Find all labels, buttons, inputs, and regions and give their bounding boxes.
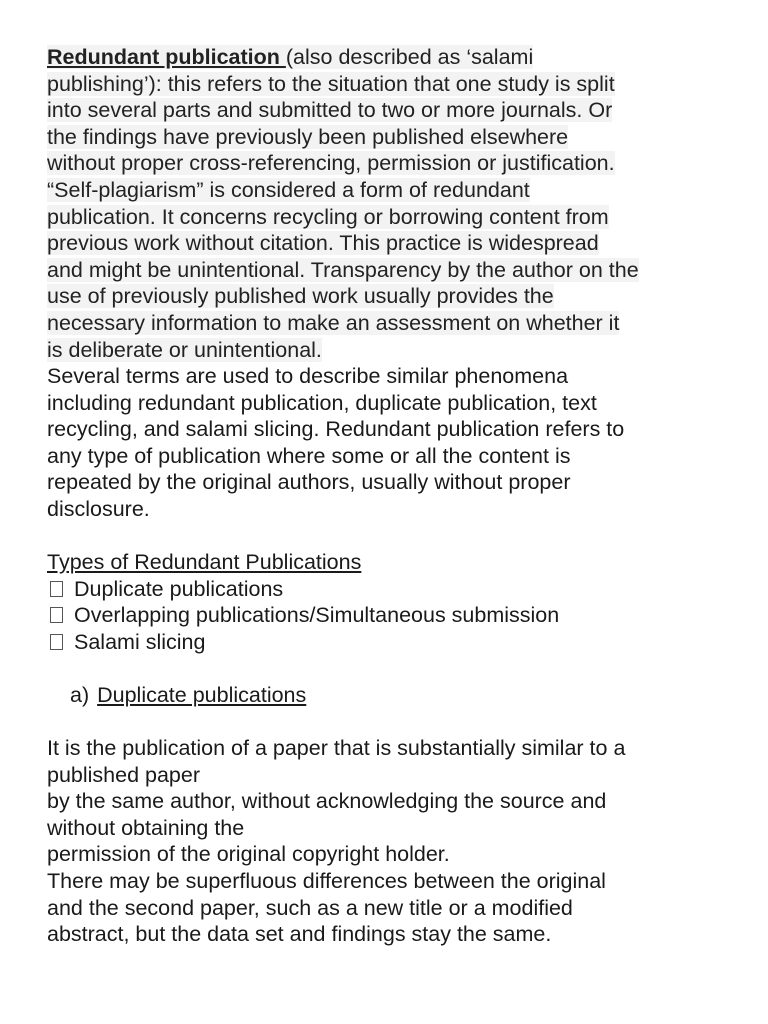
section-a-line: permission of the original copyright holder. <box>47 842 450 867</box>
intro-line: “Self-plagiarism” is considered a form of redundant <box>47 177 530 202</box>
checkbox-bullet-icon <box>50 581 63 597</box>
intro-line: use of previously published work usually provides the <box>47 284 554 309</box>
intro-line: and might be unintentional. Transparency by the author on the <box>47 257 639 282</box>
terms-line: disclosure. <box>47 496 150 521</box>
types-item-label: Overlapping publications/Simultaneous submission <box>74 603 560 628</box>
types-item-label: Duplicate publications <box>74 576 284 601</box>
intro-paragraph <box>47 44 737 363</box>
redundant-publication-term: Redundant publication <box>47 45 286 69</box>
terms-line: recycling, and salami slicing. Redundant publication refers to <box>47 417 625 442</box>
section-a-title: Duplicate publications <box>97 683 307 707</box>
checkbox-bullet-icon <box>50 607 63 623</box>
types-list-item <box>47 576 737 603</box>
intro-line: publishing’): this refers to the situation that one study is split <box>47 71 615 96</box>
section-a-line: published paper <box>47 762 201 787</box>
terms-line: including redundant publication, duplicate publication, text <box>47 390 597 415</box>
types-section <box>47 549 737 655</box>
terms-line: any type of publication where some or all the content is <box>47 443 571 468</box>
section-a-line: It is the publication of a paper that is substantially similar to a <box>47 736 626 760</box>
section-a-line: without obtaining the <box>47 815 245 840</box>
intro-line: the findings have previously been published elsewhere <box>47 124 569 149</box>
section-a-body <box>47 735 737 948</box>
intro-line: publication. It concerns recycling or borrowing content from <box>47 204 609 229</box>
section-a-line: abstract, but the data set and findings stay the same. <box>47 922 552 947</box>
intro-line: is deliberate or unintentional. <box>47 337 322 362</box>
types-item-label: Salami slicing <box>74 629 206 654</box>
section-a-line: and the second paper, such as a new title or a modified <box>47 895 573 920</box>
section-a-marker: a) <box>70 683 90 707</box>
terms-paragraph <box>47 363 737 523</box>
intro-line: necessary information to make an assessment on whether it <box>47 310 620 335</box>
intro-line: without proper cross-referencing, permission or justification. <box>47 151 615 176</box>
section-a-line: by the same author, without acknowledging the source and <box>47 789 607 814</box>
terms-line: Several terms are used to describe similar phenomena <box>47 364 569 388</box>
types-heading: Types of Redundant Publications <box>47 550 362 574</box>
section-a-line: There may be superfluous differences between the original <box>47 868 606 893</box>
checkbox-bullet-icon <box>50 634 63 650</box>
intro-line: (also described as ‘salami <box>285 45 534 69</box>
types-list-item <box>47 629 737 656</box>
section-a-heading <box>70 682 306 709</box>
terms-line: repeated by the original authors, usually without proper <box>47 470 571 495</box>
types-list-item <box>47 602 737 629</box>
intro-line: previous work without citation. This practice is widespread <box>47 231 599 256</box>
intro-line: into several parts and submitted to two or more journals. Or <box>47 98 613 123</box>
